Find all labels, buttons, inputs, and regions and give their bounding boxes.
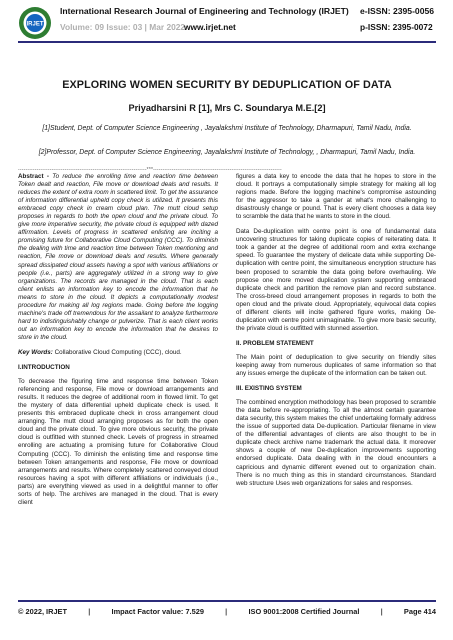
deduplication-paragraph: Data De-duplication with centre point is one of fundamental data uncovering structures for taking duplicate copies of reiterating data. It took a gander at the degree of additional room and extra exchange speed. To guarantee the mystery of delicate data while supporting De-duplication with centre point, the simultaneous encryption structure has been proposed to scramble the data going before overhauling. We propose one more moved duplication system supporting embraced duplicate check and partition the remove plan and record substance. The cross-breed cloud arrangement proposes in regards to both the open cloud and the private cloud. Appropriately, equivocal data copies of different clients will incite gathered figure works, making De-duplication with centre point unimaginable. To give more basic security, the private cloud is outfitted with stunned assertion. (236, 228, 436, 332)
affiliation-1: [1]Student, Dept. of Computer Science Engineering , Jayalakshmi Institute of Technology, Dharmapuri, Tamil Nadu, India. (42, 125, 412, 132)
journal-website-link[interactable]: www.irjet.net (184, 22, 236, 32)
footer-impact-factor: Impact Factor value: 7.529 (111, 607, 204, 616)
abstract-text: To reduce the enrolling time and reaction time between Token dealt and reaction, File move or download deals and results. It reduces the extent of extra room in scattered limit. To get the assurance of information differential upheld copy check is utilized. It presents this embraced copy check in cream cloud plan. The mutt cloud setup proposes in regards to both the open cloud and the private cloud. To give more imperative security, the private cloud is equipped with dazed affirmation. Levels of progress in scattered enlisting are inciting a promising future for Collaborative Cloud Computing (CCC). To diminish the dealing with time and reaction time between Token mentioning and reaction, File move or download deals and results. Where generally spread dissipated cloud assets having a spot with various affiliations or people (i.e., parts) are aggregately utilized in a strong way to give organizations. The records are managed in the cloud. That is each client enlists an information key to encode the information that he means to store in the cloud. It depicts a computationally modest procedure for making all log regions made. Going before the logging machine's trade off tremendous for the assailant to analyze furthermore hard to indistinguishably change or pulverize. That is each client works out an information key to encode the information that he desires to store in the cloud. (18, 173, 218, 341)
footer-copyright: © 2022, IRJET (18, 607, 67, 616)
header-journal-row (60, 6, 440, 16)
footer-iso: ISO 9001:2008 Certified Journal (248, 607, 360, 616)
footer-separator: | (380, 607, 383, 616)
keywords (18, 349, 218, 357)
pissn: p-ISSN: 2395-0072 (360, 22, 433, 32)
header-issue-row (60, 22, 440, 32)
page-footer (18, 607, 436, 616)
heading-introduction: I.INTRODUCTION (18, 364, 70, 372)
intro-continued-text: figures a data key to encode the data that he hopes to store in the cloud. It portrays a computationally simple strategy for making all log regions made. Before the logging machine's compromise astounding for the aggressor to take a gander at what's more challenging to disastrously change or pound. That is every client chooses a data key to scramble the data that he wants to store in the cloud. (236, 173, 436, 221)
heading-problem-statement: II. PROBLEM STATEMENT (236, 339, 314, 347)
journal-name: International Research Journal of Engineering and Technology (IRJET) (60, 6, 349, 16)
footer-separator: | (88, 607, 91, 616)
section-separator: ---------------------------------------------------------------------***--------------------------------------------------------------------- (18, 167, 282, 173)
existing-system-text: The combined encryption methodology has been proposed to scramble the data before re-appropriating. To all the almost certain guarantee data security, this system makes the chief undertaking formally address the issue of supported data De-duplication. Particular filename in view of the differential advantages of clients are also thought to be in duplicate check archive name trademark the actual data. It moreover shows a couple of new De-duplication improvements supporting endorsed duplicate. Data dealing with in the cloud encounters a capricious and dynamic different evened out to organization chain. There is no much thing as this in standard circumstances. Standard web structure Uses web organizations for sales and responses. (236, 399, 436, 487)
introduction-text: To decrease the figuring time and response time between Token referencing and response, File move or download arrangements and results. It reduces the degree of additional room in flowed limit. To get the mystery of data differential upheld duplicate check is used. It presents this embraced duplicate check in cross arrangement cloud arranging. The mutt cloud arranging proposes as for both the open cloud and the private cloud. To give more obvious security, the private cloud is outfitted with stunned check. Levels of progress in streamed enrolling are actuating a promising future for Collaborative Cloud Computing (CCC). To diminish the enlisting time and response time between Token arrangements and response, File move or download arrangements and results. Where completely scattered conveyed cloud resources having a spot with different affiliations or individuals (i.e., parts) are everything viewed as used in a delightful manner to offer sorts of help. The archives are managed in the cloud. That is every client (18, 378, 218, 506)
footer-divider (18, 600, 436, 602)
header-divider (18, 41, 436, 43)
footer-page-number: Page 414 (403, 607, 436, 616)
keywords-text: Collaborative Cloud Computing (CCC), cloud. (52, 348, 182, 356)
svg-text:IRJET: IRJET (26, 21, 44, 28)
paper-title: EXPLORING WOMEN SECURITY BY DEDUPLICATION OF DATA (62, 79, 392, 91)
paper-authors: Priyadharsini R [1], Mrs C. Soundarya M.E.[2] (128, 103, 326, 113)
affiliation-2: [2]Professor, Dept. of Computer Science Engineering, Jayalakshmi Institute of Technology, , Dharmapuri, Tamil Nadu, India. (38, 149, 416, 156)
right-column (236, 173, 436, 495)
irjet-logo (18, 6, 52, 40)
footer-separator: | (225, 607, 228, 616)
abstract-label: Abstract - (18, 173, 49, 180)
abstract (18, 173, 218, 342)
problem-statement-text: The Main point of deduplication to give security on friendly sites keeping away from numerous duplicates of same information so that any issues emerge the duplicate of the information can be taken out. (236, 353, 436, 378)
keywords-label: Key Words: (18, 348, 53, 356)
heading-existing-system: III. EXISTING SYSTEM (236, 385, 302, 393)
volume-issue: Volume: 09 Issue: 03 | Mar 2022 (60, 22, 186, 32)
journal-header (0, 0, 453, 46)
left-column (18, 173, 218, 514)
eissn: e-ISSN: 2395-0056 (360, 6, 435, 16)
